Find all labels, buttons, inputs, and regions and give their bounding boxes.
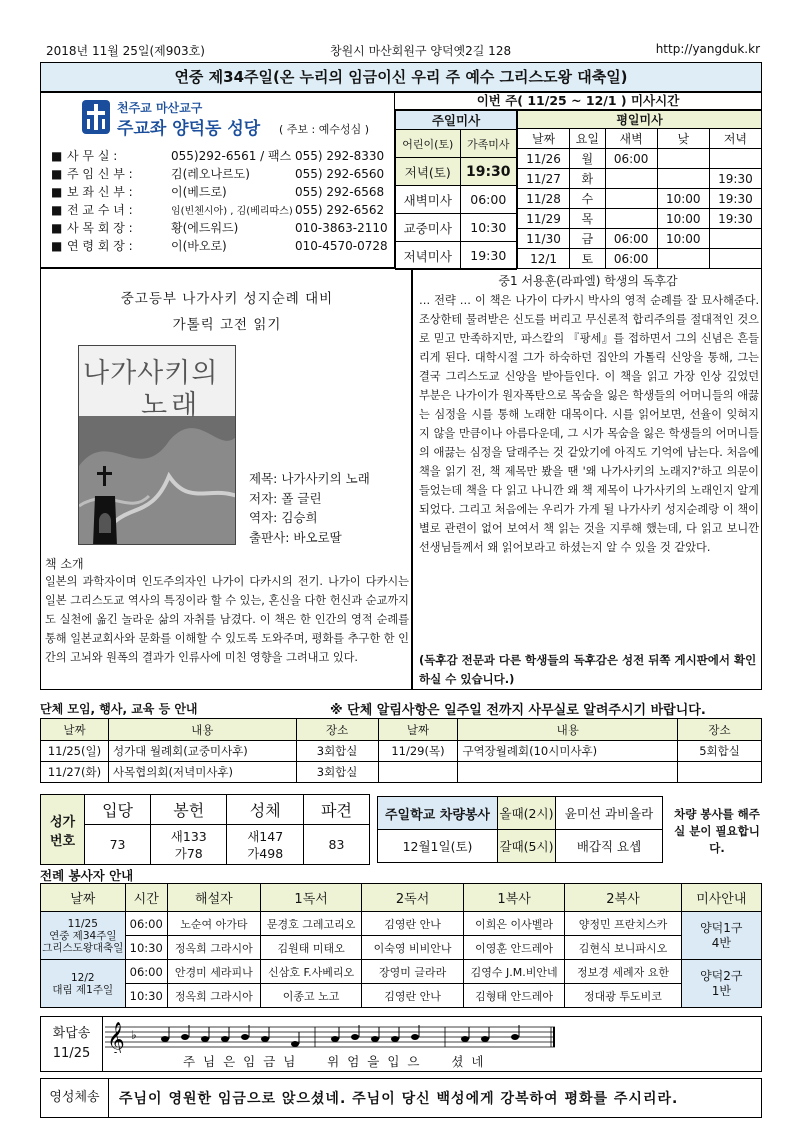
parish-info-box	[40, 92, 395, 268]
contact-label: 연 령 회 장 :	[67, 239, 133, 253]
weekday-mass-cell	[709, 149, 761, 169]
contact-row	[51, 219, 391, 237]
hymn-label	[41, 795, 85, 865]
music-note-icon	[481, 1036, 489, 1042]
weekday-mass-row	[518, 189, 762, 209]
events-table	[40, 718, 762, 783]
servers-header: 시간	[125, 884, 167, 912]
psalm-box	[40, 1016, 762, 1072]
contact-name: 이(베드로)	[171, 185, 227, 199]
weekday-mass-cell: 수	[570, 189, 605, 209]
weekday-mass-row	[518, 149, 762, 169]
weekday-mass-header: 요일	[570, 129, 605, 149]
sunday-mass-name: 교중미사	[396, 214, 461, 242]
svg-text:♭: ♭	[131, 1028, 137, 1042]
contact-name: 김(레오나르도)	[171, 167, 250, 181]
weekday-mass-cell: 목	[570, 209, 605, 229]
servers-cell: 이희은 이사벨라	[463, 912, 564, 936]
servers-header: 미사안내	[681, 884, 761, 912]
contact-row	[51, 201, 391, 219]
book-info-line: 저자: 폴 글린	[249, 490, 322, 506]
hymn-label-2: 번호	[49, 833, 76, 849]
events-cell	[458, 762, 678, 783]
bullet-icon: ■	[51, 239, 63, 253]
weekday-mass-cell: 토	[570, 249, 605, 269]
music-note-icon	[461, 1036, 469, 1042]
hymn-number: 새147 가498	[227, 825, 303, 865]
events-cell: 11/25(일)	[41, 741, 109, 762]
sunday-mass-name: 저녁(토)	[396, 158, 461, 186]
hymn-head-communion: 성체	[227, 795, 303, 825]
servers-cell: 10:30	[125, 936, 167, 960]
book-intro-text: 일본의 과학자이며 인도주의자인 나가이 다카시의 전기. 나가이 다카시는 일본 그리스도교 역사의 특징이라 할 수 있는, 혼신을 다한 헌신과 순교까지도 실천에 옮긴 놀라운 삶의 자취를 남겼다. 이 책은 한 인간의 영적 순례를 통해 일본교회사와 문화를 이해할 수 있도록 도와주며, 평화를 추구한 한 인간의 고뇌와 원폭의 결과가 인류사에 미친 영향을 그려내고 있다.	[45, 575, 409, 664]
events-row	[41, 741, 762, 762]
servers-cell: 노순여 아가타	[167, 912, 260, 936]
weekday-mass-row	[518, 229, 762, 249]
contact-label: 사 목 회 장 :	[67, 221, 133, 235]
weekday-mass-cell: 월	[570, 149, 605, 169]
events-cell: 11/27(화)	[41, 762, 109, 783]
music-note-icon	[241, 1034, 249, 1040]
book-info	[249, 469, 370, 547]
servers-row	[41, 936, 762, 960]
events-header: 내용	[108, 719, 296, 741]
contact-phone: 055) 292-6562	[295, 203, 385, 217]
servers-cell: 이영훈 안드레아	[463, 936, 564, 960]
weekday-mass-cell: 19:30	[709, 209, 761, 229]
issue-date: 2018년 11월 25일(제903호)	[46, 44, 205, 58]
sunday-mass-time: 가족미사	[460, 130, 516, 158]
events-header: 장소	[296, 719, 378, 741]
sunday-mass-row	[396, 158, 517, 186]
contact-name: 이(바오로)	[171, 239, 227, 253]
events-header: 장소	[678, 719, 762, 741]
transport-come-label: 올때(2시)	[498, 797, 556, 830]
contact-list	[51, 147, 391, 255]
events-cell	[678, 762, 762, 783]
hymn-head-recessional: 파견	[303, 795, 369, 825]
book-intro-title: 책 소개	[45, 557, 84, 571]
servers-cell: 양정민 프란치스카	[565, 912, 681, 936]
sunday-mass-row	[396, 186, 517, 214]
events-header: 내용	[458, 719, 678, 741]
music-note-icon	[371, 1036, 379, 1042]
weekday-mass-header: 낮	[657, 129, 709, 149]
hymn-table	[40, 794, 370, 865]
book-info-line: 출판사: 바오로딸	[249, 529, 342, 545]
events-cell: 사목협의회(저녁미사후)	[108, 762, 296, 783]
contact-row	[51, 237, 391, 255]
psalm-lyrics: 주 님 은 임 금 님 위 엄 을 입 으 셨 네	[183, 1054, 486, 1069]
driver-request-note: 차량 봉사를 해주실 분이 필요합니다.	[674, 807, 760, 855]
events-cell: 3회합실	[296, 762, 378, 783]
weekday-mass-row	[518, 209, 762, 229]
weekday-mass-cell: 11/27	[518, 169, 570, 189]
events-cell: 구역장월례회(10시미사후)	[458, 741, 678, 762]
book-heading-1: 중고등부 나가사키 성지순례 대비	[120, 291, 334, 307]
weekday-mass-header: 날짜	[518, 129, 570, 149]
weekday-mass-title: 평일미사	[518, 111, 762, 129]
mass-schedule	[395, 92, 762, 268]
events-cell: 3회합실	[296, 741, 378, 762]
psalm-staff	[105, 1019, 615, 1053]
music-note-icon	[201, 1036, 209, 1042]
psalm-date: 11/25	[52, 1046, 91, 1061]
sunday-mass-title: 주일미사	[396, 111, 517, 130]
sunday-mass-row	[396, 130, 517, 158]
weekday-mass-cell	[605, 169, 657, 189]
hymn-number: 83	[303, 825, 369, 865]
events-notice: ※ 단체 알림사항은 일주일 전까지 사무실로 알려주시기 바랍니다.	[330, 703, 706, 718]
book-column	[40, 268, 412, 690]
music-note-icon	[181, 1034, 189, 1040]
weekday-mass-cell	[605, 209, 657, 229]
sunday-mass-name: 새벽미사	[396, 186, 461, 214]
weekday-mass-cell: 10:00	[657, 229, 709, 249]
parish-url[interactable]: http://yangduk.kr	[655, 42, 760, 56]
review-note: (독후감 전문과 다른 학생들의 독후감은 성전 뒤쪽 게시판에서 확인하실 수 있습니다.)	[419, 653, 757, 686]
contact-label: 전 교 수 녀 :	[67, 203, 133, 217]
servers-guide: 양덕1구 4반	[681, 912, 761, 960]
servers-row	[41, 984, 762, 1008]
book-cover-title-2: 노래	[141, 390, 202, 421]
contact-phone: 010-4570-0728	[295, 239, 388, 253]
book-info-line: 역자: 김승희	[249, 510, 318, 525]
servers-row	[41, 960, 762, 984]
servers-header: 2복사	[565, 884, 681, 912]
music-note-icon	[351, 1034, 359, 1040]
review-column	[412, 268, 762, 690]
sunday-mass-time: 10:30	[460, 214, 516, 242]
contact-phone: 055) 292-6568	[295, 185, 385, 199]
diocese-name: 천주교 마산교구	[117, 101, 203, 115]
review-title: 중1 서용훈(라파엘) 학생의 독후감	[498, 274, 678, 288]
servers-row	[41, 912, 762, 936]
contact-label: 주 임 신 부 :	[67, 167, 133, 181]
contact-label: 보 좌 신 부 :	[67, 185, 133, 199]
weekday-mass-cell	[657, 249, 709, 269]
servers-cell: 정대광 투도비코	[565, 984, 681, 1008]
communion-box	[40, 1078, 762, 1118]
servers-cell: 김영수 J.M.비안네	[463, 960, 564, 984]
weekday-mass-cell: 11/26	[518, 149, 570, 169]
sunday-mass-row	[396, 242, 517, 270]
events-cell: 11/29(목)	[378, 741, 458, 762]
events-row	[41, 762, 762, 783]
music-note-icon	[511, 1034, 519, 1040]
weekday-mass-cell: 화	[570, 169, 605, 189]
music-note-icon	[411, 1034, 419, 1040]
events-cell	[378, 762, 458, 783]
servers-cell: 이숙영 비비안나	[362, 936, 463, 960]
events-cell: 성가대 월례회(교중미사후)	[108, 741, 296, 762]
weekday-mass-cell	[657, 149, 709, 169]
servers-cell: 정보경 세례자 요한	[565, 960, 681, 984]
transport-go-label: 갈때(5시)	[498, 830, 556, 863]
weekday-mass-header: 새벽	[605, 129, 657, 149]
sunday-mass-name: 저녁미사	[396, 242, 461, 270]
events-cell: 5회합실	[678, 741, 762, 762]
weekday-mass-cell: 06:00	[605, 149, 657, 169]
servers-cell: 06:00	[125, 912, 167, 936]
servers-cell: 김현식 보니파시오	[565, 936, 681, 960]
weekday-mass-cell: 06:00	[605, 229, 657, 249]
weekday-mass-cell: 19:30	[709, 169, 761, 189]
bullet-icon: ■	[51, 185, 63, 199]
servers-cell: 김원태 미태오	[260, 936, 361, 960]
weekday-mass-cell: 금	[570, 229, 605, 249]
hymn-number: 새133 가78	[151, 825, 227, 865]
servers-header: 날짜	[41, 884, 126, 912]
events-header: 날짜	[378, 719, 458, 741]
contact-row	[51, 183, 391, 201]
weekday-mass-cell: 12/1	[518, 249, 570, 269]
school-transport-table	[377, 796, 663, 863]
contact-phone: 055) 292-6560	[295, 167, 385, 181]
servers-cell: 10:30	[125, 984, 167, 1008]
weekday-mass-table	[517, 110, 762, 269]
weekday-mass-cell	[605, 189, 657, 209]
weekday-mass-row	[518, 169, 762, 189]
parish-address: 창원시 마산회원구 양덕옛2길 128	[330, 44, 512, 58]
parish-name: 주교좌 양덕동 성당	[117, 119, 261, 139]
bullet-icon: ■	[51, 149, 63, 163]
servers-cell: 김영란 안나	[362, 984, 463, 1008]
feast-banner: 연중 제34주일(온 누리의 임금이신 우리 주 예수 그리스도왕 대축일)	[40, 62, 762, 92]
communion-label: 영성체송	[41, 1079, 109, 1117]
events-header: 날짜	[41, 719, 109, 741]
header-line	[40, 40, 762, 60]
contact-phone: 055) 292-8330	[295, 149, 385, 163]
music-note-icon	[161, 1036, 169, 1042]
contact-name: 황(에드워드)	[171, 221, 239, 235]
sunday-mass-time: 19:30	[460, 158, 516, 186]
servers-header: 2독서	[362, 884, 463, 912]
contact-row	[51, 147, 391, 165]
weekday-mass-cell: 19:30	[709, 189, 761, 209]
servers-cell: 이종고 노고	[260, 984, 361, 1008]
weekday-mass-cell: 11/28	[518, 189, 570, 209]
weekday-mass-cell: 11/29	[518, 209, 570, 229]
servers-cell: 정옥희 그라시아	[167, 984, 260, 1008]
servers-cell: 문경호 그레고리오	[260, 912, 361, 936]
transport-go-names: 배갑직 요셉	[556, 830, 663, 863]
music-note-icon	[331, 1036, 339, 1042]
sunday-mass-table	[395, 110, 517, 270]
contact-row	[51, 165, 391, 183]
hymn-head-offertory: 봉헌	[151, 795, 227, 825]
sunday-mass-time: 06:00	[460, 186, 516, 214]
weekday-mass-cell: 11/30	[518, 229, 570, 249]
book-cover-title-1: 나가사키의	[83, 358, 219, 389]
hymn-label-1: 성가	[49, 814, 76, 830]
servers-guide: 양덕2구 1반	[681, 960, 761, 1008]
servers-cell: 안경미 세라피나	[167, 960, 260, 984]
hymn-number: 73	[85, 825, 151, 865]
sunday-mass-time: 19:30	[460, 242, 516, 270]
svg-text:𝄞: 𝄞	[107, 1022, 125, 1053]
sunday-mass-row	[396, 214, 517, 242]
review-body: … 전략 … 이 책은 나가이 다카시 박사의 영적 순례를 잘 묘사해준다. 조상한테 물려받은 신도를 버리고 무신론적 합리주의를 절대적인 것으로 믿고 만족하지만, 파스칼의 『팡세』를 접하면서 그의 신념은 흔들리게 된다. 대학시절 그가 하숙하던 집안의 가톨릭 신앙을 통해, 그는 결국 그리스도교 신앙을 받아들인다. 이 책을 읽고 가장 인상 깊었던 부분은 나가이가 원자폭탄으로 목숨을 잃은 학생들의 어머니들의 애끓는 심정을 시를 통해 노래한 대목이다. 시를 읽어보면, 선율이 잊혀지지 않을 만큼이나 아름다운데, 그 시가 목숨을 잃은 학생들의 어머니들의 애끓는 심정을 달래주는 것 같았기에 아직도 기억에 남는다. 처음에 책을 읽기 전, 책 제목만 봤을 땐 '왜 나가사키의 노래지?'하고 의문이 들었는데 책을 다 읽고 나니깐 왜 책 제목이 나가사키의 노래인지 알게 되었다. 그리고 처음에는 우리가 가게 될 나가사키 성지순례랑 이 책이 별로 관련이 없어 보여서 책 읽는 것을 지루해 했는데, 다 읽고 보니깐 선생님들께서 왜 읽어보라고 하셨는지 알 수 있을 것 같았다.	[419, 294, 759, 554]
transport-come-names: 윤미선 과비올라	[556, 797, 663, 830]
servers-cell: 신삼호 F.사베리오	[260, 960, 361, 984]
contact-name: 055)292-6561 / 팩스	[171, 149, 292, 163]
servers-title: 전례 봉사자 안내	[40, 868, 134, 883]
book-heading-2: 가톨릭 고전 읽기	[172, 317, 282, 333]
parish-patron: ( 주보 : 예수성심 )	[279, 123, 370, 136]
sunday-mass-name: 어린이(토)	[396, 130, 461, 158]
contact-name: 임(빈첸시아) , 김(베리따스)	[171, 206, 293, 217]
hymn-head-entrance: 입당	[85, 795, 151, 825]
contact-label: 사 무 실 :	[67, 149, 118, 163]
communion-antiphon: 주님이 영원한 임금으로 앉으셨네. 주님이 당신 백성에게 강복하여 평화를 주시리라.	[119, 1091, 679, 1107]
school-transport-title: 주일학교 차량봉사	[378, 797, 498, 830]
events-title: 단체 모임, 행사, 교육 등 안내	[40, 702, 198, 716]
servers-date: 11/25 연중 제34주일 그리스도왕대축일	[41, 912, 126, 960]
servers-header: 해설자	[167, 884, 260, 912]
book-info-line: 제목: 나가사키의 노래	[249, 471, 370, 486]
music-note-icon	[291, 1041, 299, 1047]
servers-header: 1복사	[463, 884, 564, 912]
psalm-label-cell	[41, 1017, 103, 1071]
servers-date: 12/2 대림 제1주일	[41, 960, 126, 1008]
psalm-label: 화답송	[52, 1026, 91, 1041]
weekday-mass-row	[518, 249, 762, 269]
mass-schedule-title: 이번 주( 11/25 ~ 12/1 ) 미사시간	[395, 92, 762, 110]
servers-table	[40, 883, 762, 1008]
music-note-icon	[391, 1036, 399, 1042]
weekday-mass-cell	[657, 169, 709, 189]
servers-cell: 김영란 안나	[362, 912, 463, 936]
servers-header: 1독서	[260, 884, 361, 912]
servers-cell: 장영미 글라라	[362, 960, 463, 984]
weekday-mass-cell	[709, 249, 761, 269]
parish-logo-icon	[81, 99, 111, 135]
weekday-mass-cell: 10:00	[657, 209, 709, 229]
school-transport-date: 12월1일(토)	[378, 830, 498, 863]
weekday-mass-cell	[709, 229, 761, 249]
bullet-icon: ■	[51, 203, 63, 217]
weekday-mass-header: 저녁	[709, 129, 761, 149]
contact-phone: 010-3863-2110	[295, 221, 388, 235]
weekday-mass-cell: 10:00	[657, 189, 709, 209]
music-note-icon	[221, 1036, 229, 1042]
servers-cell: 06:00	[125, 960, 167, 984]
weekday-mass-cell: 06:00	[605, 249, 657, 269]
bullet-icon: ■	[51, 167, 63, 181]
servers-cell: 정옥희 그라시아	[167, 936, 260, 960]
bullet-icon: ■	[51, 221, 63, 235]
music-note-icon	[261, 1036, 269, 1042]
servers-cell: 김형태 안드레아	[463, 984, 564, 1008]
